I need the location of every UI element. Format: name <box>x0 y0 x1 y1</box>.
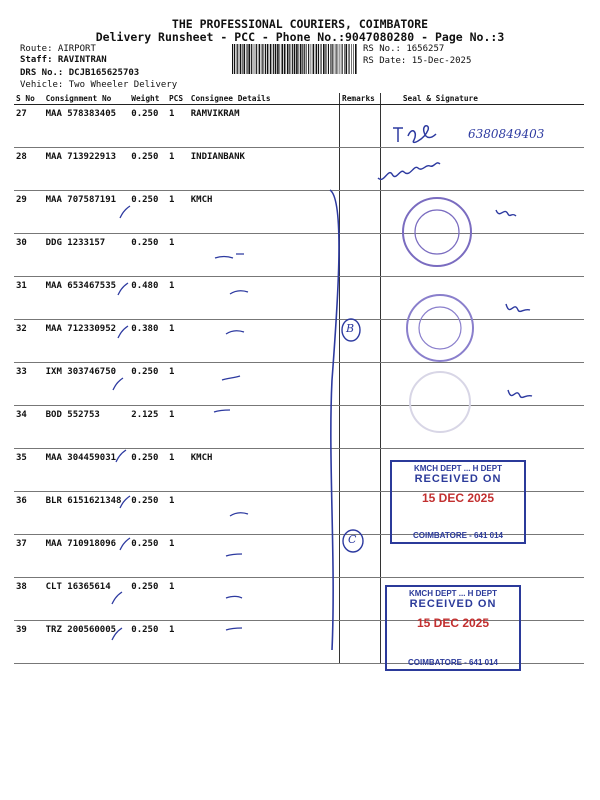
cell-remarks <box>340 191 381 234</box>
cell-pcs: 1 <box>167 191 189 234</box>
cell-pcs: 1 <box>167 320 189 363</box>
barcode-bar <box>240 44 242 74</box>
table-row <box>14 277 584 320</box>
barcode-bar <box>264 44 265 74</box>
cell-sno: 29 <box>14 191 44 234</box>
cell-seal-signature <box>380 277 584 320</box>
barcode-bar <box>351 44 352 74</box>
cell-pcs: 1 <box>167 535 189 578</box>
barcode-bar <box>338 44 339 74</box>
cell-seal-signature <box>380 320 584 363</box>
stamp-date: 15 DEC 2025 <box>421 491 495 505</box>
barcode-bar <box>308 44 309 74</box>
cell-consignment: TRZ 200560005 <box>44 621 130 664</box>
barcode-bar <box>277 44 279 74</box>
cell-sno: 28 <box>14 148 44 191</box>
barcode-bar <box>340 44 341 74</box>
cell-remarks <box>340 105 381 148</box>
column-header: S No <box>14 93 44 105</box>
cell-sno: 36 <box>14 492 44 535</box>
cell-consignee <box>189 621 340 664</box>
barcode-bar <box>292 44 293 74</box>
barcode-bar <box>242 44 243 74</box>
table-row <box>14 105 584 148</box>
cell-weight: 0.250 <box>129 449 167 492</box>
cell-consignee <box>189 277 340 320</box>
barcode-bar <box>325 44 326 74</box>
barcode-bar <box>342 44 343 74</box>
cell-consignment: BLR 6151621348 <box>44 492 130 535</box>
barcode-bar <box>251 44 252 74</box>
barcode-bar <box>311 44 312 74</box>
cell-sno: 32 <box>14 320 44 363</box>
barcode-bar <box>244 44 246 74</box>
barcode-bar <box>284 44 286 74</box>
barcode-bar <box>287 44 289 74</box>
cell-seal-signature <box>380 234 584 277</box>
drs-label: DRS No.: DCJB165625703 <box>20 68 140 78</box>
cell-consignee: INDIANBANK <box>189 148 340 191</box>
cell-consignment: CLT 16365614 <box>44 578 130 621</box>
cell-pcs: 1 <box>167 105 189 148</box>
barcode-bar <box>299 44 300 74</box>
cell-sno: 31 <box>14 277 44 320</box>
cell-consignee <box>189 578 340 621</box>
cell-sno: 27 <box>14 105 44 148</box>
cell-weight: 0.250 <box>129 492 167 535</box>
cell-pcs: 1 <box>167 492 189 535</box>
cell-consignee <box>189 234 340 277</box>
document-title: THE PROFESSIONAL COURIERS, COIMBATORE <box>171 17 429 31</box>
cell-weight: 0.250 <box>129 535 167 578</box>
cell-consignee <box>189 492 340 535</box>
barcode-bar <box>330 44 331 74</box>
cell-remarks <box>340 535 381 578</box>
cell-consignee: KMCH <box>189 449 340 492</box>
barcode-bar <box>302 44 303 74</box>
cell-sno: 37 <box>14 535 44 578</box>
barcode-bar <box>349 44 350 74</box>
stamp-address: COIMBATORE - 641 014 <box>413 531 503 540</box>
cell-consignment: MAA 712330952 <box>44 320 130 363</box>
rs-no-label: RS No.: 1656257 <box>363 44 445 54</box>
cell-remarks <box>340 406 381 449</box>
cell-seal-signature <box>380 148 584 191</box>
handwritten-phone: 6380849403 <box>468 127 545 141</box>
barcode-bar <box>270 44 272 74</box>
stamp-received: RECEIVED ON <box>409 598 497 610</box>
barcode-bar <box>335 44 336 74</box>
column-header: Weight <box>129 93 167 105</box>
barcode-bar <box>232 44 233 74</box>
barcode-bar <box>346 44 348 74</box>
cell-remarks <box>340 578 381 621</box>
cell-sno: 39 <box>14 621 44 664</box>
document-subtitle: Delivery Runsheet - PCC - Phone No.:9047080280 - Page No.:3 <box>95 30 505 44</box>
cell-remarks <box>340 363 381 406</box>
table-header-row <box>14 93 584 105</box>
rs-date-label: RS Date: 15-Dec-2025 <box>363 56 472 66</box>
runsheet-table <box>14 93 584 664</box>
barcode-bar <box>273 44 274 74</box>
barcode-bar <box>280 44 281 74</box>
stamp-address: COIMBATORE - 641 014 <box>408 658 498 667</box>
barcode-bar <box>262 44 263 74</box>
cell-consignee <box>189 320 340 363</box>
barcode-bar <box>323 44 325 74</box>
barcode-bar <box>253 44 254 74</box>
handwritten-b: B <box>346 322 355 335</box>
table-row <box>14 363 584 406</box>
barcode-bar <box>313 44 315 74</box>
barcode-bar <box>332 44 333 74</box>
barcode-bar <box>328 44 329 74</box>
cell-pcs: 1 <box>167 234 189 277</box>
cell-pcs: 1 <box>167 621 189 664</box>
barcode-bar <box>355 44 357 74</box>
cell-remarks <box>340 277 381 320</box>
vehicle-label: Vehicle: Two Wheeler Delivery <box>20 80 178 90</box>
cell-consignment: MAA 707587191 <box>44 191 130 234</box>
barcode-bar <box>282 44 284 74</box>
cell-sno: 30 <box>14 234 44 277</box>
table-row <box>14 148 584 191</box>
handwritten-c: C <box>348 533 357 546</box>
column-header: Remarks <box>340 93 381 105</box>
barcode-bar <box>275 44 277 74</box>
cell-consignment: DDG 1233157 <box>44 234 130 277</box>
cell-pcs: 1 <box>167 578 189 621</box>
cell-weight: 0.250 <box>129 191 167 234</box>
barcode-bar <box>294 44 296 74</box>
barcode-bar <box>255 44 256 74</box>
barcode-bar <box>318 44 319 74</box>
barcode-bar <box>248 44 250 74</box>
cell-pcs: 1 <box>167 277 189 320</box>
route-label: Route: AIRPORT <box>20 44 96 54</box>
column-header: Consignee Details <box>189 93 340 105</box>
cell-pcs: 1 <box>167 406 189 449</box>
staff-label: Staff: RAVINTRAN <box>20 55 107 65</box>
cell-consignment: MAA 304459031 <box>44 449 130 492</box>
received-stamp <box>385 585 521 671</box>
barcode-bar <box>306 44 307 74</box>
cell-remarks <box>340 449 381 492</box>
cell-seal-signature <box>380 406 584 449</box>
cell-consignment: MAA 713922913 <box>44 148 130 191</box>
cell-sno: 35 <box>14 449 44 492</box>
barcode-bar <box>265 44 266 74</box>
table-row <box>14 320 584 363</box>
cell-consignment: MAA 578383405 <box>44 105 130 148</box>
cell-weight: 0.250 <box>129 621 167 664</box>
cell-consignment: MAA 653467535 <box>44 277 130 320</box>
stamp-dept: KMCH DEPT ... H DEPT <box>413 464 502 473</box>
barcode-bar <box>316 44 318 74</box>
cell-remarks <box>340 148 381 191</box>
column-header: Consignment No <box>44 93 130 105</box>
cell-consignment: IXM 303746750 <box>44 363 130 406</box>
cell-weight: 0.250 <box>129 234 167 277</box>
cell-weight: 0.250 <box>129 148 167 191</box>
cell-seal-signature <box>380 191 584 234</box>
table-row <box>14 234 584 277</box>
barcode-bar <box>256 44 257 74</box>
barcode-bar <box>247 44 248 74</box>
column-header: PCS <box>167 93 189 105</box>
barcode-bar <box>289 44 290 74</box>
table-row <box>14 191 584 234</box>
barcode-bar <box>234 44 235 74</box>
barcode-bar <box>267 44 269 74</box>
barcode-bar <box>296 44 298 74</box>
barcode-bar <box>344 44 345 74</box>
barcode-bar <box>300 44 302 74</box>
table-body <box>14 105 584 664</box>
barcode-bar <box>336 44 337 74</box>
cell-consignment: BOD 552753 <box>44 406 130 449</box>
cell-weight: 0.250 <box>129 363 167 406</box>
cell-weight: 0.480 <box>129 277 167 320</box>
stamp-date: 15 DEC 2025 <box>416 616 490 630</box>
stamp-dept: KMCH DEPT ... H DEPT <box>408 589 497 598</box>
cell-consignee <box>189 363 340 406</box>
barcode-bar <box>237 44 238 74</box>
cell-seal-signature <box>380 105 584 148</box>
cell-weight: 0.380 <box>129 320 167 363</box>
received-stamp <box>390 460 526 544</box>
barcode-bar <box>353 44 354 74</box>
barcode-bar <box>236 44 237 74</box>
column-header: Seal & Signature <box>380 93 584 105</box>
cell-sno: 38 <box>14 578 44 621</box>
cell-sno: 33 <box>14 363 44 406</box>
stamp-received: RECEIVED ON <box>414 473 502 485</box>
cell-weight: 0.250 <box>129 105 167 148</box>
cell-pcs: 1 <box>167 449 189 492</box>
cell-weight: 0.250 <box>129 578 167 621</box>
barcode-bar <box>259 44 261 74</box>
barcode-bar <box>304 44 305 74</box>
cell-remarks <box>340 621 381 664</box>
cell-consignee <box>189 535 340 578</box>
cell-pcs: 1 <box>167 363 189 406</box>
cell-consignee: RAMVIKRAM <box>189 105 340 148</box>
cell-consignee: KMCH <box>189 191 340 234</box>
table-row <box>14 406 584 449</box>
cell-pcs: 1 <box>167 148 189 191</box>
barcode-bar <box>321 44 322 74</box>
barcode-image <box>232 44 357 74</box>
cell-consignment: MAA 710918096 <box>44 535 130 578</box>
cell-weight: 2.125 <box>129 406 167 449</box>
cell-consignee <box>189 406 340 449</box>
cell-sno: 34 <box>14 406 44 449</box>
cell-remarks <box>340 492 381 535</box>
cell-remarks <box>340 234 381 277</box>
cell-seal-signature <box>380 363 584 406</box>
